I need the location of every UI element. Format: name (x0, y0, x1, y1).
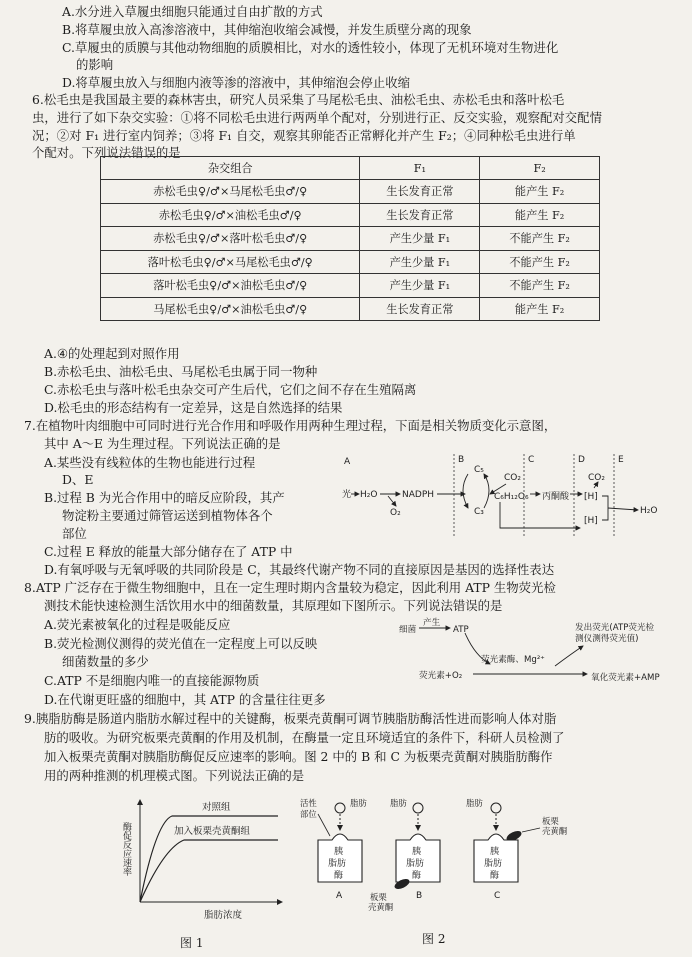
q7-option-d: D.有氧呼吸与无氧呼吸的共同阶段是 C，其最终代谢产物不同的直接原因是基因的选择性表达 (44, 562, 555, 577)
q6-stem-line-2: 虫，进行了如下杂交实验：①将不同松毛虫进行两两单个配对，分别进行正、反交实验，观察配对交配情 (32, 110, 602, 125)
q7-option-b-cont-1: 物淀粉主要通过筛管运送到植物体各个 (62, 508, 273, 523)
c5-label: C₅ (474, 465, 484, 475)
q6-cross-table (100, 156, 600, 321)
enzyme-text: 脂肪 (406, 859, 425, 869)
flavone-label-b-2: 壳黄酮 (368, 902, 394, 912)
active-site-label-2: 部位 (300, 809, 317, 819)
y-axis-label: 酶促反应速率 (121, 822, 131, 876)
q7-option-b-cont-2: 部位 (62, 526, 87, 541)
water-label: H₂O (360, 490, 378, 500)
q6-stem-line-3: 况；②对 F₁ 进行室内饲养；③将 F₁ 自交，观察其卵能否正常孵化并产生 F₂；④同种松毛虫进行单 (32, 128, 576, 143)
table-cell: 赤松毛虫♀/♂×油松毛虫♂/♀ (101, 203, 360, 227)
q6-stem-line-4: 个配对。下列说法错误的是 (32, 145, 181, 160)
q9-stem-line-1: 9.胰脂肪酶是肠道内脂肪水解过程中的关键酶，板栗壳黄酮可调节胰脂肪酶活性进而影响人体对脂 (24, 711, 557, 726)
nadph-label: NADPH (402, 490, 435, 500)
table-cell: 能产生 F₂ (480, 297, 600, 321)
c3-label: C₃ (474, 507, 484, 517)
q8-option-d: D.在代谢更旺盛的细胞中，其 ATP 的含量往往更多 (44, 692, 326, 707)
table-row (101, 227, 600, 251)
fat-label-c: 脂肪 (466, 798, 483, 808)
q6-stem-line-1: 6.松毛虫是我国最主要的森林害虫，研究人员采集了马尾松毛虫、油松毛虫、赤松毛虫和落叶松毛 (32, 92, 565, 107)
enzyme-text: 胰 (490, 847, 500, 857)
flavone-label-b-1: 板栗 (370, 892, 387, 902)
q7-stem-line-1: 7.在植物叶肉细胞中可同时进行光合作用和呼吸作用两种生理过程，下面是相关物质变化示意图， (24, 418, 557, 433)
oxygen-label: O₂ (390, 508, 401, 518)
stage-a-label: A (344, 457, 351, 467)
table-row (101, 297, 600, 321)
flavone-label-c-1: 板栗 (542, 816, 559, 826)
q9-stem-line-2: 肪的吸收。为研究板栗壳黄酮的作用及机制，在酶量一定且环境适宜的条件下，科研人员检测了 (44, 730, 565, 745)
table-row (101, 274, 600, 298)
table-cell: 生长发育正常 (360, 297, 480, 321)
panel-a-label: A (336, 891, 343, 901)
bacteria-label: 细菌 (399, 625, 417, 635)
table-cell: 赤松毛虫♀/♂×马尾松毛虫♂/♀ (101, 180, 360, 204)
table-cell: 产生少量 F₁ (360, 274, 480, 298)
prev-option-a: A.水分进入草履虫细胞只能通过自由扩散的方式 (62, 4, 323, 19)
panel-b (393, 803, 440, 901)
enzyme-text: 胰 (412, 847, 422, 857)
table-cell: 落叶松毛虫♀/♂×油松毛虫♂/♀ (101, 274, 360, 298)
treated-curve (140, 840, 278, 902)
stage-c-label: C (528, 455, 535, 465)
h-label-1: [H] (584, 492, 598, 502)
q7-option-a-cont: D、E (62, 472, 94, 487)
fat-label-a: 脂肪 (350, 798, 367, 808)
enzyme-label: 荧光素酶、Mg²⁺ (481, 655, 545, 665)
prev-option-c: C.草履虫的质膜与其他动物细胞的质膜相比，对水的透性较小，体现了无机环境对生物进化 (62, 40, 559, 55)
table-cell: 生长发育正常 (360, 180, 480, 204)
enzyme-text: 胰 (334, 847, 344, 857)
q9-figure-1 (110, 792, 290, 932)
emit-label-2: 测仪测得荧光值) (575, 634, 639, 644)
q9-figure-2 (296, 796, 586, 930)
table-row (101, 250, 600, 274)
q7-option-c: C.过程 E 释放的能量大部分储存在了 ATP 中 (44, 544, 293, 559)
table-header-cross: 杂交组合 (101, 157, 360, 180)
enzyme-text: 酶 (490, 871, 500, 881)
panel-a (318, 803, 362, 901)
glucose-label: C₆H₁₂O₆ (494, 492, 529, 502)
h-label-2: [H] (584, 516, 598, 526)
figure-1-caption: 图 1 (180, 936, 204, 950)
q8-option-a: A.荧光素被氧化的过程是吸能反应 (44, 617, 231, 632)
enzyme-text: 酶 (334, 871, 344, 881)
x-axis-label: 脂肪浓度 (204, 910, 243, 921)
table-cell: 不能产生 F₂ (480, 250, 600, 274)
stage-b-label: B (458, 455, 465, 465)
active-site-label-1: 活性 (300, 798, 317, 808)
prev-option-d: D.将草履虫放入与细胞内液等渗的溶液中，其伸缩泡会停止收缩 (62, 75, 410, 90)
q8-atp-fluorescence-diagram (395, 616, 685, 688)
fat-label-b: 脂肪 (390, 798, 407, 808)
table-row (101, 180, 600, 204)
q7-stem-line-2: 其中 A～E 为生理过程。下列说法正确的是 (44, 436, 281, 451)
table-cell: 不能产生 F₂ (480, 274, 600, 298)
panel-c-label: C (494, 891, 501, 901)
enzyme-text: 酶 (412, 871, 422, 881)
q8-stem-line-1: 8.ATP 广泛存在于微生物细胞中，且在一定生理时期内含量较为稳定，因此利用 ATP 生物荧光检 (24, 580, 556, 595)
table-cell: 能产生 F₂ (480, 180, 600, 204)
table-cell: 马尾松毛虫♀/♂×油松毛虫♂/♀ (101, 297, 360, 321)
treated-label: 加入板栗壳黄酮组 (174, 826, 251, 837)
product-label: 氧化荧光素+AMP (591, 673, 660, 683)
table-cell: 生长发育正常 (360, 203, 480, 227)
co2-out-label: CO₂ (588, 473, 605, 483)
table-cell: 赤松毛虫♀/♂×落叶松毛虫♂/♀ (101, 227, 360, 251)
q7-metabolism-diagram (340, 450, 685, 540)
produce-label: 产生 (423, 618, 441, 628)
water-out-label: H₂O (640, 506, 658, 516)
prev-option-c-cont: 的影响 (76, 57, 114, 72)
panel-c (474, 803, 540, 901)
stage-e-label: E (618, 455, 624, 465)
figure-2-caption: 图 2 (422, 932, 446, 946)
q9-stem-line-3: 加入板栗壳黄酮对胰脂肪酶促反应速率的影响。图 2 中的 B 和 C 为板栗壳黄酮对胰脂肪酶作 (44, 749, 553, 764)
table-cell: 产生少量 F₁ (360, 227, 480, 251)
substrate-label: 荧光素+O₂ (419, 671, 463, 681)
panel-b-label: B (416, 891, 423, 901)
atp-label: ATP (453, 625, 469, 635)
prev-option-b: B.将草履虫放入高渗溶液中，其伸缩泡收缩会减慢，并发生质壁分离的现象 (62, 22, 472, 37)
table-header-f1: F₁ (360, 157, 480, 180)
q7-option-b: B.过程 B 为光合作用中的暗反应阶段，其产 (44, 490, 285, 505)
q6-option-d: D.松毛虫的形态结构有一定差异，这是自然选择的结果 (44, 400, 343, 415)
q6-option-b: B.赤松毛虫、油松毛虫、马尾松毛虫属于同一物种 (44, 364, 318, 379)
q8-stem-line-2: 测技术能快速检测生活饮用水中的细菌数量，其原理如下图所示。下列说法错误的是 (44, 598, 503, 613)
q8-option-b: B.荧光检测仪测得的荧光值在一定程度上可以反映 (44, 636, 318, 651)
table-header-f2: F₂ (480, 157, 600, 180)
enzyme-text: 脂肪 (484, 859, 503, 869)
table-row (101, 203, 600, 227)
enzyme-text: 脂肪 (328, 859, 347, 869)
stage-d-label: D (578, 455, 585, 465)
q8-option-b-cont: 细菌数量的多少 (62, 654, 149, 669)
q6-option-c: C.赤松毛虫与落叶松毛虫杂交可产生后代，它们之间不存在生殖隔离 (44, 382, 417, 397)
co2-in-label: CO₂ (504, 473, 521, 483)
table-cell: 不能产生 F₂ (480, 227, 600, 251)
q6-option-a: A.④的处理起到对照作用 (44, 346, 180, 361)
table-cell: 落叶松毛虫♀/♂×马尾松毛虫♂/♀ (101, 250, 360, 274)
q7-option-a: A.某些没有线粒体的生物也能进行过程 (44, 455, 256, 470)
table-cell: 能产生 F₂ (480, 203, 600, 227)
table-cell: 产生少量 F₁ (360, 250, 480, 274)
flavone-label-c-2: 壳黄酮 (542, 826, 568, 836)
light-label: 光 (342, 490, 352, 500)
pyruvate-label: 丙酮酸 (542, 492, 570, 502)
control-label: 对照组 (202, 802, 231, 813)
emit-label-1: 发出荧光(ATP荧光检 (575, 623, 655, 633)
q9-stem-line-4: 用的两种推测的机理模式图。下列说法正确的是 (44, 768, 305, 783)
q8-option-c: C.ATP 不是细胞内唯一的直接能源物质 (44, 673, 260, 688)
